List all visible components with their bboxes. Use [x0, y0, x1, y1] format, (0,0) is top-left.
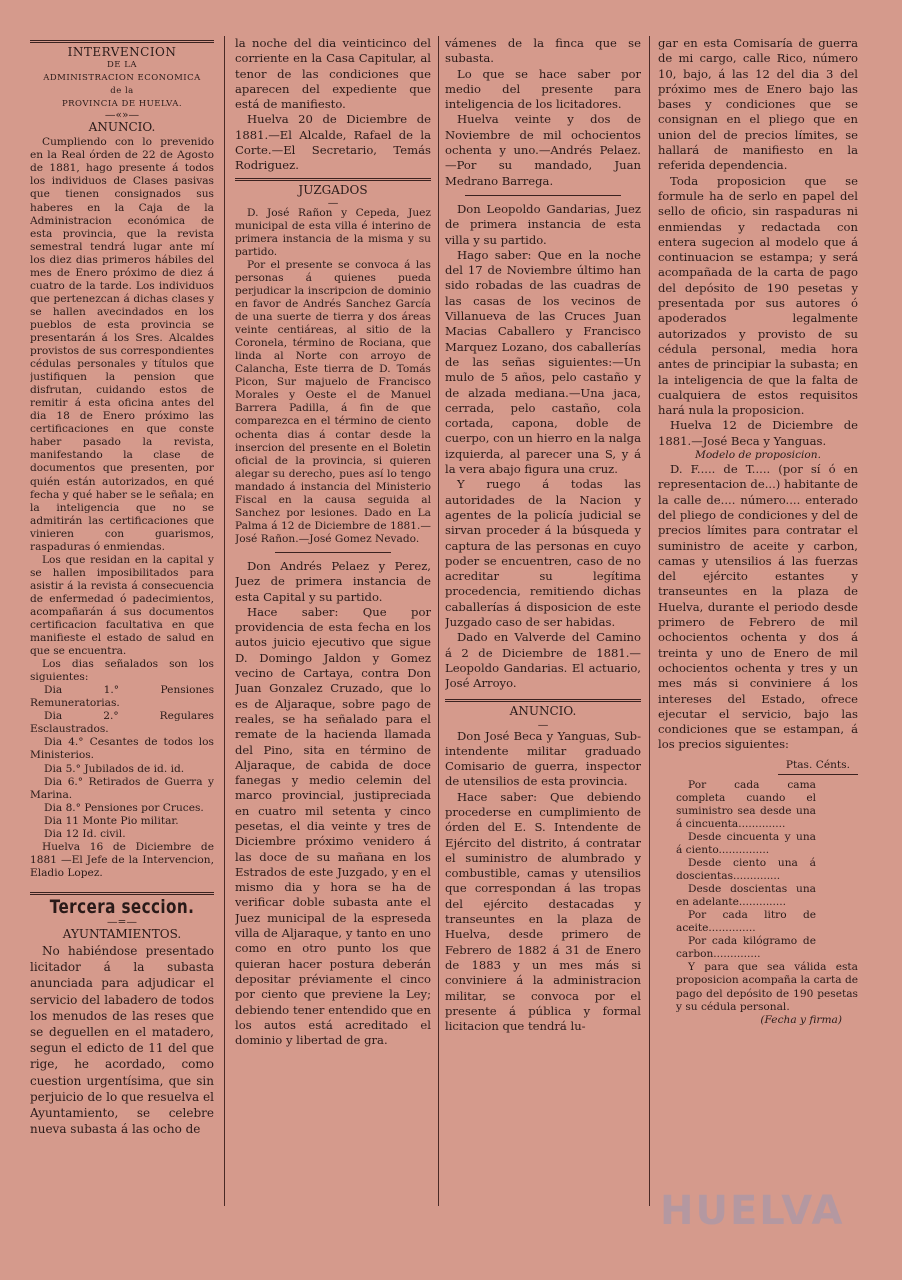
paragraph: vámenes de la finca que se subasta. [445, 36, 641, 66]
rule [30, 892, 214, 895]
paragraph: Por el presente se convoca á las personas á quienes pueda perjudicar la inscripcion de dominio en favor de Andrés Sanchez García de una suerte de tierra y dos áreas veinte centiáreas, al sitio de la Coronela, término de Rociana, que linda al Norte con arroyo de Calancha, Este tierra de D. Tomás Picon, Sur majuelo de Francisco Morales y Oeste el de Manuel Barrera Padilla, á fin de que comparezca en el término de ciento ochenta dias á contar desde la insercion del presente en el Boletin oficial de la provincia, si quieren alegar su derecho, pues así lo tengo mandado á instancia del Ministerio Fiscal en la causa seguida al Sanchez por lesiones. Dado en La Palma á 12 de Diciembre de 1881.—José Rañon.—José Gomez Nevado. [235, 258, 431, 545]
watermark-logo: HUELVA [660, 1188, 845, 1234]
list-item: Dia 1.° Pensiones Remuneratorias. [30, 684, 214, 710]
list-item: Desde cincuenta y una á ciento............... [676, 830, 816, 856]
header-line: PROVINCIA DE HUELVA. [61, 99, 183, 110]
paragraph: Hace saber: Que por providencia de esta fecha en los autos juicio ejecutivo que sigue D. Domingo Jaldon y Gomez vecino de Cartaya, contra Don Juan Gonzalez Cruzado, que lo es de Aljaraque, sobre pago de reales, se ha señalado para el remate de la hacienda llamada del Pino, sita en término de Aljaraque, de cabida de doce fanegas y medio celemin del marco provincial, justipreciada en cuatro mil setenta y cinco pesetas, el dia veinte y tres de Diciembre próximo venidero á las doce de su mañana en los Estrados de este Juzgado, y en el mismo dia y hora se ha de verificar doble subasta ante el Juez municipal de la espreseda villa de Aljaraque, y tanto en uno como en otro punto los que quieran hacer postura deberán depositar préviamente el cinco por ciento que previene la Ley; debiendo tener entendido que en los autos está acreditado el dominio y libertad de gra. [235, 604, 431, 1048]
list-item: Dia 2.° Regulares Esclaustrados. [30, 710, 214, 736]
paragraph: Y ruego á todas las autoridades de la Nacion y agentes de la policía judicial se sirvan proceder á la búsqueda y captura de las personas en cuyo poder se encuentren, caso de no acreditar su legítima procedencia, remitiendo dichas caballerías á disposicion de este Juzgado caso de ser habidas. [445, 477, 641, 629]
paragraph: la noche del dia veinticinco del corriente en la Casa Capitular, al tenor de las condiciones que aparecen del expediente que está de manifiesto. [235, 36, 431, 112]
list-item: Dia 4.° Cesantes de todos los Ministerios. [30, 736, 214, 762]
column-1 [30, 36, 214, 1216]
list-item: Dia 11 Monte Pio militar. [44, 814, 179, 827]
column-divider [224, 36, 225, 1206]
list-item: Desde ciento una á doscientas.............. [676, 857, 816, 883]
paragraph: D. F..... de T..... (por sí ó en representacion de...) habitante de la calle de.... número.... enterado del pliego de condiciones y del de precios límites para contratar el suministro de aceite y carbon, camas y utensilios á las fuerzas del ejército estantes y transeuntes en la plaza de Huelva, durante el periodo desde primero de Febrero de mil ochocientos ochenta y dos á treinta y uno de Enero de mil ochocientos ochenta y tres y un mes más si conviniere á los intereses del Estado, ofrece ejecutar el servicio, bajo las condiciones que se estampan, á los precios siguientes: [658, 462, 858, 752]
list-item: Por cada cama completa cuando el suministro sea desde una á cincuenta.............. [676, 778, 816, 830]
rule [445, 699, 641, 702]
ornament: —=— [106, 916, 138, 928]
rule [235, 178, 431, 181]
anuncio-title: ANUNCIO. [509, 704, 577, 719]
list-item: Desde doscientas una en adelante.............. [676, 883, 816, 909]
paragraph: Hace saber: Que debiendo procederse en cumplimiento de órden del E. S. Intendente de Ejército del distrito, á contratar el suministro de alumbrado y combustible, camas y utensilios que correspondan á las tropas del ejército destacadas y transeuntes en la plaza de Huelva, desde primero de Febrero de 1882 á 31 de Enero de 1883 y un mes más si conviniere á la administracion militar, se convoca por el presente á pública y formal licitacion que tendrá lu- [445, 789, 641, 1034]
judge-heading: D. José Rañon y Cepeda, Juez municipal de esta villa é interino de primera instancia de la misma y su partido. [235, 206, 431, 258]
ornament: — [537, 718, 549, 731]
signature: Huelva 20 de Diciembre de 1881.—El Alcalde, Rafael de la Corte.—El Secretario, Temás Rodriguez. [235, 112, 431, 173]
section-header-intervencion: INTERVENCION [67, 45, 177, 59]
judge-heading: Don Leopoldo Gandarias, Juez de primera instancia de esta villa y su partido. [445, 201, 641, 247]
header-line: ADMINISTRACION ECONOMICA [43, 73, 201, 84]
header-line: DE LA [106, 60, 137, 71]
signature: Huelva 12 de Diciembre de 1881.—José Beca y Yanguas. [658, 418, 858, 448]
ornament: —«»— [104, 109, 140, 122]
ayuntamientos-title: AYUNTAMIENTOS. [62, 927, 182, 941]
closing-signature: Huelva 16 de Diciembre de 1881 —El Jefe de la Intervencion, Eladio Lopez. [30, 840, 214, 879]
paragraph: Hago saber: Que en la noche del 17 de Noviembre último han sido robadas de las cuadras de las casas de los vecinos de Villanueva de las Cruces Juan Macias Caballero y Francisco Marquez Lozano, dos caballerías de las señas siguientes:—Un mulo de 5 años, pelo castaño y de alzada mediana.—Una jaca, cerrada, pelo castaño, cola cortada, capona, doble de cuerpo, con un hierro en la nalga izquierda, al parecer una S, y á la vera abajo figura una cruz. [445, 247, 641, 477]
signature-placeholder: (Fecha y firma) [760, 1013, 842, 1026]
column-2 [235, 36, 431, 1241]
signature: Huelva veinte y dos de Noviembre de mil ochocientos ochenta y uno.—Andrés Pelaez.—Por su mandado, Juan Medrano Barrega. [445, 112, 641, 188]
anuncio-title: ANUNCIO. [88, 120, 156, 135]
list-item: Por cada litro de aceite.............. [676, 909, 816, 935]
price-list [676, 779, 816, 962]
section-title: Tercera seccion. [49, 895, 195, 918]
paragraph: Y para que sea válida esta proposicion acompaña la carta de pago del depósito de 190 pesetas y su cédula personal. [676, 961, 858, 1013]
list-item: Dia 6.° Retirados de Guerra y Marina. [30, 775, 214, 801]
official-heading: Don José Beca y Yanguas, Sub-intendente militar graduado Comisario de guerra, inspector de utensilios de esta provincia. [445, 728, 641, 789]
anuncio-paragraph: Cumpliendo con lo prevenido en la Real órden de 22 de Agosto de 1881, hago presente á todos los individuos de Clases pasivas que tienen consignados sus haberes en la Caja de la Administracion económica de esta provincia, que la revista semestral tendrá lugar ante mí los diez dias primeros hábiles del mes de Enero próximo de diez á cuatro de la tarde. Los individuos que pertenezcan á dichas clases y se hallen avecindados en los pueblos de esta provincia se presentarán á los Sres. Alcaldes provistos de sus correspondientes cédulas personales y títulos que justifiquen la pension que disfrutan, cuidando estos de remitir á esta oficina antes del dia 18 de Enero próximo las certificaciones en que conste haber pasado la revista, manifestando la clase de documentos que presenten, por quién están autorizados, en qué fecha y qué haber se le señala; en la inteligencia que no se admitirán las certificaciones que vinieren con guarismos, raspaduras ó enmiendas. [30, 136, 214, 553]
judge-heading: Don Andrés Pelaez y Perez, Juez de primera instancia de esta Capital y su partido. [235, 558, 431, 604]
column-4 [658, 36, 858, 1241]
column-divider [438, 36, 439, 1206]
anuncio-paragraph: Los dias señalados son los siguientes: [30, 658, 214, 684]
rule [30, 40, 214, 43]
ornament: — [327, 196, 339, 209]
paragraph: Lo que se hace saber por medio del presente para inteligencia de los licitadores. [445, 66, 641, 112]
rule [778, 774, 858, 775]
list-item: Por cada kilógramo de carbon.............. [676, 935, 816, 961]
list-item: Dia 8.° Pensiones por Cruces. [44, 801, 204, 814]
anuncio-paragraph: Los que residan en la capital y se hallen imposibilitados para asistir á la revista á consecuencia de enfermedad ó padecimientos, acompañarán á sus documentos certificacion facultativa en que manifieste el estado de salud en que se encuentra. [30, 553, 214, 658]
rule [465, 195, 621, 196]
paragraph: Toda proposicion que se formule ha de serlo en papel del sello de oficio, sin raspaduras ni enmiendas y redactada con entera sugecion al modelo que á continuacion se estampa; y será acompañada de la carta de pago del depósito de 190 pesetas y presentada por sus autores ó apoderados legalmente autorizados y provisto de su cédula personal, media hora antes de principiar la subasta; en la inteligencia de que la falta de cualquiera de estos requisitos hará nula la proposicion. [658, 173, 858, 418]
header-line: de la [110, 86, 134, 97]
column-3 [445, 36, 641, 1241]
ayuntamientos-text: No habiéndose presentado licitador á la subasta anunciada para adjudicar el servicio del labadero de todos los menudos de las reses que se deguellen en el matadero, segun el edicto de 11 del que rige, he acordado, como cuestion urgentísima, que sin perjuicio de lo que resuelva el Ayuntamiento, se celebre nueva subasta á las ocho de [30, 944, 214, 1137]
modelo-title: Modelo de proposicion. [695, 449, 821, 462]
rule [275, 552, 391, 553]
days-list [30, 684, 214, 841]
juzgados-title: JUZGADOS [298, 182, 368, 197]
price-header: Ptas. Cénts. [785, 758, 850, 771]
list-item: Dia 5.° Jubilados de id. id. [44, 762, 185, 775]
list-item: Dia 12 Id. civil. [44, 827, 126, 840]
signature: Dado en Valverde del Camino á 2 de Diciembre de 1881.—Leopoldo Gandarias. El actuario, José Arroyo. [445, 630, 641, 691]
column-divider [649, 36, 650, 1206]
paragraph: gar en esta Comisaría de guerra de mi cargo, calle Rico, número 10, bajo, á las 12 del dia 3 del próximo mes de Enero bajo las bases y condiciones que se consignan en el pliego que en union del de precios límites, se hallará de manifiesto en la referida dependencia. [658, 36, 858, 173]
